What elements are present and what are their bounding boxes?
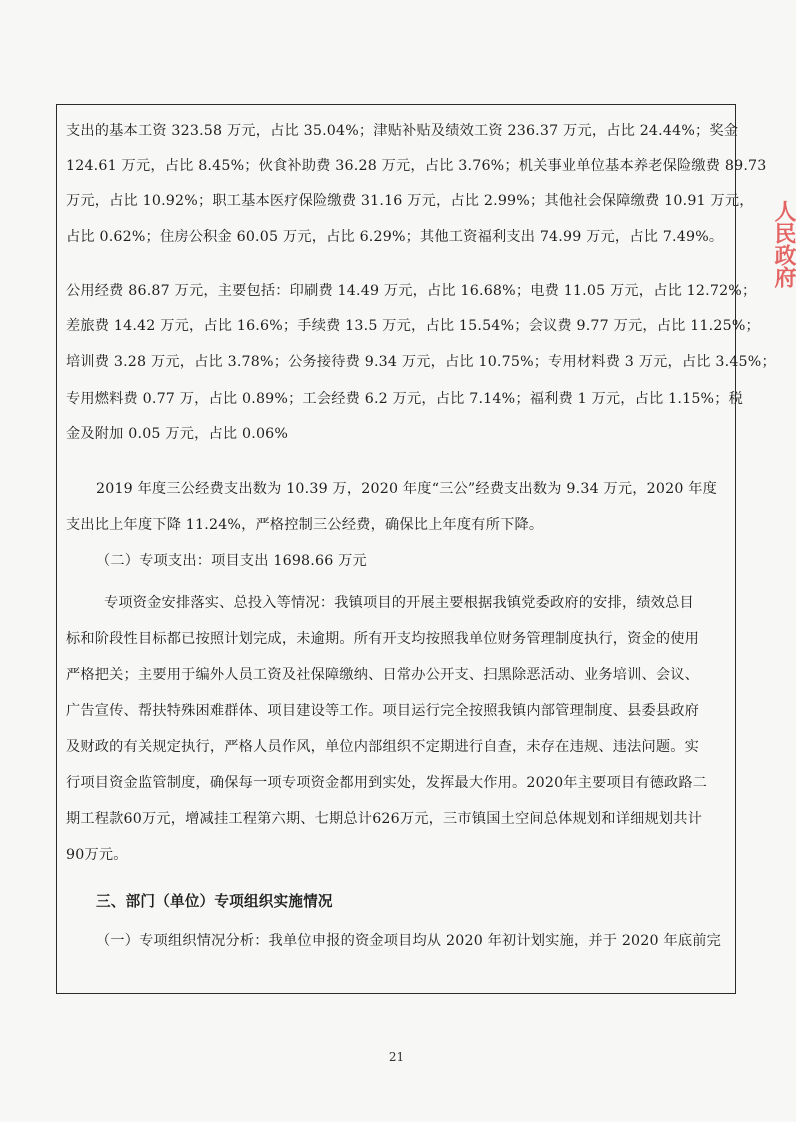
text-line: 公用经费 86.87 万元，主要包括：印刷费 14.49 万元，占比 16.68%；电费 11.05 万元，占比 12.72%；	[66, 283, 757, 299]
text-line: 期工程款60万元，增减挂工程第六期、七期总计626万元，三市镇国土空间总体规划和详细规划共计	[66, 811, 703, 827]
text-line: 标和阶段性目标都已按照计划完成，未逾期。所有开支均按照我单位财务管理制度执行，资金的使用	[66, 631, 700, 647]
text-line: 占比 0.62%；住房公积金 60.05 万元，占比 6.29%；其他工资福利支出 74.99 万元，占比 7.49%。	[66, 229, 724, 245]
text-line: 及财政的有关规定执行，严格人员作风，单位内部组织不定期进行自查，未存在违规、违法问题。实	[66, 739, 700, 755]
text-line: 2019 年度三公经费支出数为 10.39 万，2020 年度“三公”经费支出数为 9.34 万元，2020 年度	[96, 481, 718, 497]
text-line: 差旅费 14.42 万元，占比 16.6%；手续费 13.5 万元，占比 15.54%；会议费 9.77 万元，占比 11.25%；	[66, 318, 760, 334]
official-seal-edge	[770, 200, 796, 350]
text-line: 严格把关；主要用于编外人员工资及社保障缴纳、日常办公开支、扫黑除恶活动、业务培训、会议、	[66, 667, 700, 683]
text-line: 培训费 3.28 万元，占比 3.78%；公务接待费 9.34 万元，占比 10.75%；专用材料费 3 万元，占比 3.45%；	[66, 354, 776, 370]
seal-text: 人民政府	[771, 200, 796, 288]
text-line: 万元，占比 10.92%；职工基本医疗保险缴费 31.16 万元，占比 2.99%；其他社会保障缴费 10.91 万元，	[66, 193, 754, 209]
text-line: 90万元。	[66, 847, 128, 863]
text-line: 行项目资金监管制度，确保每一项专项资金都用到实处，发挥最大作用。2020年主要项目有德政路二	[66, 775, 708, 791]
text-line: 广告宣传、帮扶特殊困难群体、项目建设等工作。项目运行完全按照我镇内部管理制度、县委县政府	[66, 703, 700, 719]
text-line: 支出比上年度下降 11.24%，严格控制三公经费，确保比上年度有所下降。	[66, 517, 544, 533]
text-line: 专项资金安排落实、总投入等情况：我镇项目的开展主要根据我镇党委政府的安排，绩效总目	[104, 595, 694, 611]
text-line: （一）专项组织情况分析：我单位申报的资金项目均从 2020 年初计划实施，并于 2020 年底前完	[96, 933, 721, 949]
section-heading: 三、部门（单位）专项组织实施情况	[96, 893, 333, 910]
page-number: 21	[388, 1050, 405, 1064]
section-subheading: （二）专项支出：项目支出 1698.66 万元	[96, 553, 367, 569]
text-line: 金及附加 0.05 万元，占比 0.06%	[66, 426, 289, 442]
text-line: 专用燃料费 0.77 万，占比 0.89%；工会经费 6.2 万元，占比 7.14%；福利费 1 万元，占比 1.15%；税	[66, 391, 744, 407]
text-line: 124.61 万元，占比 8.45%；伙食补助费 36.28 万元，占比 3.76%；机关事业单位基本养老保险缴费 89.73	[66, 158, 767, 174]
text-line: 支出的基本工资 323.58 万元，占比 35.04%；津贴补贴及绩效工资 236.37 万元，占比 24.44%；奖金	[66, 123, 739, 139]
